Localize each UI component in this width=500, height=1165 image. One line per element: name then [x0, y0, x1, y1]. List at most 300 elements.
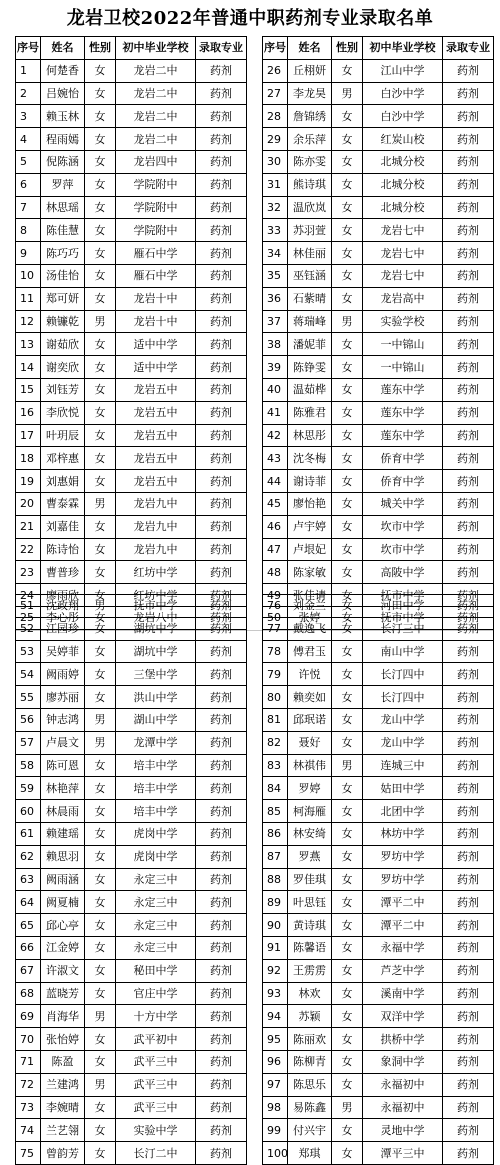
school-cell: 龙岩五中	[116, 424, 196, 447]
school-cell: 龙岩七中	[363, 219, 443, 242]
name-cell: 赖思羽	[41, 845, 85, 868]
school-cell: 红坊中学	[116, 584, 196, 607]
major-cell: 药剂	[196, 868, 247, 891]
major-cell: 药剂	[196, 150, 247, 173]
name-cell: 苏颖	[288, 1005, 332, 1028]
table-row	[16, 777, 247, 800]
header-name: 姓名	[288, 37, 332, 60]
gender-cell: 女	[332, 1119, 363, 1142]
seq-cell: 28	[263, 105, 288, 128]
seq-cell: 16	[16, 401, 41, 424]
school-cell: 虎岗中学	[116, 845, 196, 868]
seq-cell: 95	[263, 1028, 288, 1051]
seq-cell: 3	[16, 105, 41, 128]
gender-cell: 男	[85, 1073, 116, 1096]
seq-cell: 49	[263, 584, 288, 607]
school-cell: 连城三中	[363, 754, 443, 777]
name-cell: 许悦	[288, 663, 332, 686]
school-cell: 拱桥中学	[363, 1028, 443, 1051]
seq-cell: 43	[263, 447, 288, 470]
gender-cell: 男	[85, 708, 116, 731]
name-cell: 张婷	[288, 606, 332, 629]
name-cell: 曹泰霖	[41, 492, 85, 515]
gender-cell: 女	[85, 538, 116, 561]
school-cell: 一中锦山	[363, 356, 443, 379]
seq-cell: 57	[16, 731, 41, 754]
seq-cell: 73	[16, 1096, 41, 1119]
seq-cell: 65	[16, 914, 41, 937]
seq-cell: 76	[263, 595, 288, 618]
school-cell: 湖坑中学	[116, 617, 196, 640]
school-cell: 红坊中学	[116, 561, 196, 584]
major-cell: 药剂	[443, 333, 494, 356]
gender-cell: 女	[332, 640, 363, 663]
name-cell: 兰艺翎	[41, 1119, 85, 1142]
school-cell: 灵地中学	[363, 1119, 443, 1142]
table-row	[263, 1028, 494, 1051]
major-cell: 药剂	[196, 754, 247, 777]
table-row	[263, 59, 494, 82]
header-school: 初中毕业学校	[116, 37, 196, 60]
major-cell: 药剂	[196, 82, 247, 105]
table-row	[16, 128, 247, 151]
name-cell: 曾韵芳	[41, 1142, 85, 1165]
gender-cell: 女	[85, 287, 116, 310]
major-cell: 药剂	[443, 150, 494, 173]
gender-cell: 女	[332, 378, 363, 401]
table-row	[263, 310, 494, 333]
school-cell: 白沙中学	[363, 105, 443, 128]
header-name: 姓名	[41, 37, 85, 60]
table-row	[263, 561, 494, 584]
table-row	[16, 982, 247, 1005]
school-cell: 实验中学	[116, 1119, 196, 1142]
school-cell: 龙山中学	[363, 731, 443, 754]
gender-cell: 女	[332, 936, 363, 959]
major-cell: 药剂	[196, 584, 247, 607]
school-cell: 龙岩九中	[116, 538, 196, 561]
name-cell: 林佳丽	[288, 242, 332, 265]
major-cell: 药剂	[443, 538, 494, 561]
school-cell: 江山中学	[363, 59, 443, 82]
gender-cell: 女	[85, 868, 116, 891]
seq-cell: 88	[263, 868, 288, 891]
major-cell: 药剂	[443, 982, 494, 1005]
school-cell: 永福中学	[363, 936, 443, 959]
gender-cell: 女	[332, 777, 363, 800]
name-cell: 谢茹欣	[41, 333, 85, 356]
major-cell: 药剂	[443, 424, 494, 447]
major-cell: 药剂	[443, 606, 494, 629]
seq-cell: 21	[16, 515, 41, 538]
major-cell: 药剂	[196, 936, 247, 959]
seq-cell: 31	[263, 173, 288, 196]
seq-cell: 54	[16, 663, 41, 686]
seq-cell: 26	[263, 59, 288, 82]
gender-cell: 女	[85, 515, 116, 538]
header-major: 录取专业	[443, 37, 494, 60]
major-cell: 药剂	[443, 470, 494, 493]
major-cell: 药剂	[443, 310, 494, 333]
gender-cell: 女	[332, 617, 363, 640]
name-cell: 陈柳青	[288, 1050, 332, 1073]
gender-cell: 女	[332, 1028, 363, 1051]
name-cell: 詹锦绣	[288, 105, 332, 128]
name-cell: 阙夏楠	[41, 891, 85, 914]
table-row	[16, 1050, 247, 1073]
school-cell: 罗坊中学	[363, 868, 443, 891]
name-cell: 张佳请	[288, 584, 332, 607]
major-cell: 药剂	[196, 378, 247, 401]
gender-cell: 女	[85, 219, 116, 242]
table-row	[263, 822, 494, 845]
seq-cell: 92	[263, 959, 288, 982]
seq-cell: 41	[263, 401, 288, 424]
table-row	[263, 891, 494, 914]
school-cell: 学院附中	[116, 173, 196, 196]
seq-cell: 18	[16, 447, 41, 470]
gender-cell: 女	[332, 731, 363, 754]
gender-cell: 女	[332, 686, 363, 709]
major-cell: 药剂	[196, 1142, 247, 1165]
table-row	[263, 1142, 494, 1165]
gender-cell: 女	[332, 287, 363, 310]
name-cell: 廖怡艳	[288, 492, 332, 515]
gender-cell: 女	[332, 982, 363, 1005]
major-cell: 药剂	[443, 731, 494, 754]
name-cell: 赖镰乾	[41, 310, 85, 333]
gender-cell: 女	[332, 492, 363, 515]
school-cell: 龙岩二中	[116, 82, 196, 105]
school-cell: 坎市中学	[363, 515, 443, 538]
name-cell: 邱珉诺	[288, 708, 332, 731]
table-row	[16, 401, 247, 424]
name-cell: 刘惠娟	[41, 470, 85, 493]
school-cell: 莲东中学	[363, 378, 443, 401]
school-cell: 湖山中学	[116, 708, 196, 731]
major-cell: 药剂	[196, 264, 247, 287]
table-row	[263, 1005, 494, 1028]
seq-cell: 2	[16, 82, 41, 105]
gender-cell: 女	[85, 196, 116, 219]
name-cell: 傅君玉	[288, 640, 332, 663]
seq-cell: 39	[263, 356, 288, 379]
school-cell: 龙岩五中	[116, 401, 196, 424]
major-cell: 药剂	[196, 686, 247, 709]
school-cell: 长汀二中	[116, 1142, 196, 1165]
major-cell: 药剂	[196, 470, 247, 493]
seq-cell: 1	[16, 59, 41, 82]
gender-cell: 男	[85, 492, 116, 515]
table-row	[16, 617, 247, 640]
seq-cell: 6	[16, 173, 41, 196]
school-cell: 适中中学	[116, 356, 196, 379]
seq-cell: 48	[263, 561, 288, 584]
school-cell: 龙岩九中	[116, 492, 196, 515]
seq-cell: 85	[263, 800, 288, 823]
school-cell: 湖坑中学	[116, 640, 196, 663]
major-cell: 药剂	[443, 754, 494, 777]
major-cell: 药剂	[443, 845, 494, 868]
seq-cell: 10	[16, 264, 41, 287]
major-cell: 药剂	[196, 800, 247, 823]
major-cell: 药剂	[196, 708, 247, 731]
school-cell: 武平三中	[116, 1073, 196, 1096]
name-cell: 谢诗菲	[288, 470, 332, 493]
major-cell: 药剂	[196, 1073, 247, 1096]
name-cell: 沈政翔	[41, 595, 85, 618]
gender-cell: 女	[332, 470, 363, 493]
header-major: 录取专业	[196, 37, 247, 60]
name-cell: 赖奕如	[288, 686, 332, 709]
name-cell: 黄诗琪	[288, 914, 332, 937]
table-row	[263, 1050, 494, 1073]
school-cell: 武平三中	[116, 1096, 196, 1119]
name-cell: 付兴宇	[288, 1119, 332, 1142]
major-cell: 药剂	[443, 584, 494, 607]
seq-cell: 35	[263, 264, 288, 287]
table-row	[16, 663, 247, 686]
major-cell: 药剂	[196, 287, 247, 310]
seq-cell: 86	[263, 822, 288, 845]
seq-cell: 99	[263, 1119, 288, 1142]
school-cell: 雁石中学	[116, 242, 196, 265]
name-cell: 罗燕	[288, 845, 332, 868]
school-cell: 一中锦山	[363, 333, 443, 356]
table-row	[263, 754, 494, 777]
school-cell: 龙岩十中	[116, 310, 196, 333]
table-row	[16, 1096, 247, 1119]
table-row	[263, 914, 494, 937]
gender-cell: 女	[85, 561, 116, 584]
school-cell: 龙岩十中	[116, 287, 196, 310]
gender-cell: 女	[85, 640, 116, 663]
name-cell: 许淑文	[41, 959, 85, 982]
gender-cell: 男	[332, 1096, 363, 1119]
name-cell: 巫钰涵	[288, 264, 332, 287]
table-row	[263, 242, 494, 265]
school-cell: 十方中学	[116, 1005, 196, 1028]
seq-cell: 79	[263, 663, 288, 686]
admission-table-26-50	[262, 36, 494, 630]
gender-cell: 女	[332, 105, 363, 128]
table-row	[16, 891, 247, 914]
gender-cell: 男	[85, 595, 116, 618]
seq-cell: 60	[16, 800, 41, 823]
table-row	[16, 822, 247, 845]
school-cell: 学院附中	[116, 219, 196, 242]
name-cell: 陈亦雯	[288, 150, 332, 173]
seq-cell: 64	[16, 891, 41, 914]
table-row	[263, 196, 494, 219]
table-row	[263, 868, 494, 891]
name-cell: 刘金兰	[288, 595, 332, 618]
school-cell: 洪山中学	[116, 686, 196, 709]
table-row	[263, 82, 494, 105]
name-cell: 汤佳怡	[41, 264, 85, 287]
table-row	[16, 105, 247, 128]
school-cell: 龙岩九中	[116, 515, 196, 538]
school-cell: 北城分校	[363, 196, 443, 219]
seq-cell: 50	[263, 606, 288, 629]
seq-cell: 8	[16, 219, 41, 242]
gender-cell: 女	[332, 959, 363, 982]
school-cell: 龙岩二中	[116, 128, 196, 151]
seq-cell: 20	[16, 492, 41, 515]
gender-cell: 女	[85, 1142, 116, 1165]
school-cell: 三堡中学	[116, 663, 196, 686]
table-row	[263, 777, 494, 800]
gender-cell: 男	[85, 731, 116, 754]
seq-cell: 53	[16, 640, 41, 663]
name-cell: 谢奕欣	[41, 356, 85, 379]
major-cell: 药剂	[196, 515, 247, 538]
name-cell: 罗婷	[288, 777, 332, 800]
major-cell: 药剂	[443, 640, 494, 663]
school-cell: 潭平三中	[363, 1142, 443, 1165]
name-cell: 吴婷菲	[41, 640, 85, 663]
gender-cell: 女	[85, 424, 116, 447]
gender-cell: 女	[332, 196, 363, 219]
name-cell: 陈丽欢	[288, 1028, 332, 1051]
major-cell: 药剂	[196, 1096, 247, 1119]
seq-cell: 27	[263, 82, 288, 105]
table-row	[263, 356, 494, 379]
school-cell: 芦芝中学	[363, 959, 443, 982]
major-cell: 药剂	[443, 356, 494, 379]
gender-cell: 女	[332, 59, 363, 82]
major-cell: 药剂	[196, 959, 247, 982]
gender-cell: 女	[85, 891, 116, 914]
table-row	[263, 173, 494, 196]
school-cell: 北团中学	[363, 800, 443, 823]
table-row	[263, 595, 494, 618]
seq-cell: 45	[263, 492, 288, 515]
table-row	[263, 936, 494, 959]
name-cell: 聂好	[288, 731, 332, 754]
name-cell: 刘钰芳	[41, 378, 85, 401]
table-row	[263, 1096, 494, 1119]
name-cell: 林欢	[288, 982, 332, 1005]
name-cell: 李婉晴	[41, 1096, 85, 1119]
name-cell: 苏羽萱	[288, 219, 332, 242]
table-row	[16, 708, 247, 731]
seq-cell: 77	[263, 617, 288, 640]
admission-table-51-75	[15, 594, 247, 1165]
major-cell: 药剂	[196, 982, 247, 1005]
table-row	[263, 219, 494, 242]
school-cell: 武平初中	[116, 1028, 196, 1051]
major-cell: 药剂	[196, 333, 247, 356]
school-cell: 永定三中	[116, 868, 196, 891]
header-row	[16, 37, 247, 60]
gender-cell: 女	[85, 242, 116, 265]
table-row	[263, 264, 494, 287]
header-gender: 性别	[332, 37, 363, 60]
seq-cell: 7	[16, 196, 41, 219]
gender-cell: 女	[85, 173, 116, 196]
seq-cell: 66	[16, 936, 41, 959]
name-cell: 陈家敏	[288, 561, 332, 584]
seq-cell: 23	[16, 561, 41, 584]
gender-cell: 女	[85, 333, 116, 356]
major-cell: 药剂	[196, 1005, 247, 1028]
gender-cell: 女	[332, 822, 363, 845]
table-row	[16, 1119, 247, 1142]
gender-cell: 女	[332, 606, 363, 629]
table-row	[16, 845, 247, 868]
table-row	[16, 640, 247, 663]
table-row	[263, 470, 494, 493]
gender-cell: 女	[85, 982, 116, 1005]
name-cell: 陈铮雯	[288, 356, 332, 379]
table-row	[263, 686, 494, 709]
table-row	[16, 470, 247, 493]
seq-cell: 37	[263, 310, 288, 333]
name-cell: 阙雨涵	[41, 868, 85, 891]
name-cell: 邓梓惠	[41, 447, 85, 470]
name-cell: 廖雨欣	[41, 584, 85, 607]
table-row	[263, 959, 494, 982]
seq-cell: 84	[263, 777, 288, 800]
major-cell: 药剂	[196, 845, 247, 868]
school-cell: 潭平二中	[363, 891, 443, 914]
seq-cell: 51	[16, 595, 41, 618]
major-cell: 药剂	[443, 595, 494, 618]
name-cell: 罗佳琪	[288, 868, 332, 891]
school-cell: 侨育中学	[363, 447, 443, 470]
major-cell: 药剂	[443, 1005, 494, 1028]
gender-cell: 女	[85, 617, 116, 640]
major-cell: 药剂	[443, 264, 494, 287]
page-title: 龙岩卫校2022年普通中职药剂专业录取名单	[66, 8, 434, 29]
table-row	[263, 1119, 494, 1142]
gender-cell: 女	[85, 777, 116, 800]
major-cell: 药剂	[196, 447, 247, 470]
gender-cell: 女	[332, 561, 363, 584]
school-cell: 姑田中学	[363, 777, 443, 800]
seq-cell: 47	[263, 538, 288, 561]
seq-cell: 11	[16, 287, 41, 310]
school-cell: 龙岩七中	[363, 264, 443, 287]
school-cell: 城关中学	[363, 492, 443, 515]
table-row	[263, 378, 494, 401]
gender-cell: 女	[85, 1119, 116, 1142]
gender-cell: 女	[332, 1073, 363, 1096]
table-row	[16, 242, 247, 265]
major-cell: 药剂	[196, 492, 247, 515]
table-row	[16, 173, 247, 196]
major-cell: 药剂	[443, 401, 494, 424]
major-cell: 药剂	[196, 617, 247, 640]
major-cell: 药剂	[196, 424, 247, 447]
school-cell: 雁石中学	[116, 264, 196, 287]
table-row	[263, 447, 494, 470]
gender-cell: 女	[332, 914, 363, 937]
major-cell: 药剂	[443, 447, 494, 470]
name-cell: 卢晨文	[41, 731, 85, 754]
name-cell: 陈雅君	[288, 401, 332, 424]
major-cell: 药剂	[196, 59, 247, 82]
table-row	[16, 754, 247, 777]
school-cell: 龙山中学	[363, 708, 443, 731]
seq-cell: 29	[263, 128, 288, 151]
table-row	[263, 731, 494, 754]
major-cell: 药剂	[443, 1028, 494, 1051]
gender-cell: 女	[85, 1096, 116, 1119]
name-cell: 廖苏丽	[41, 686, 85, 709]
seq-cell: 78	[263, 640, 288, 663]
